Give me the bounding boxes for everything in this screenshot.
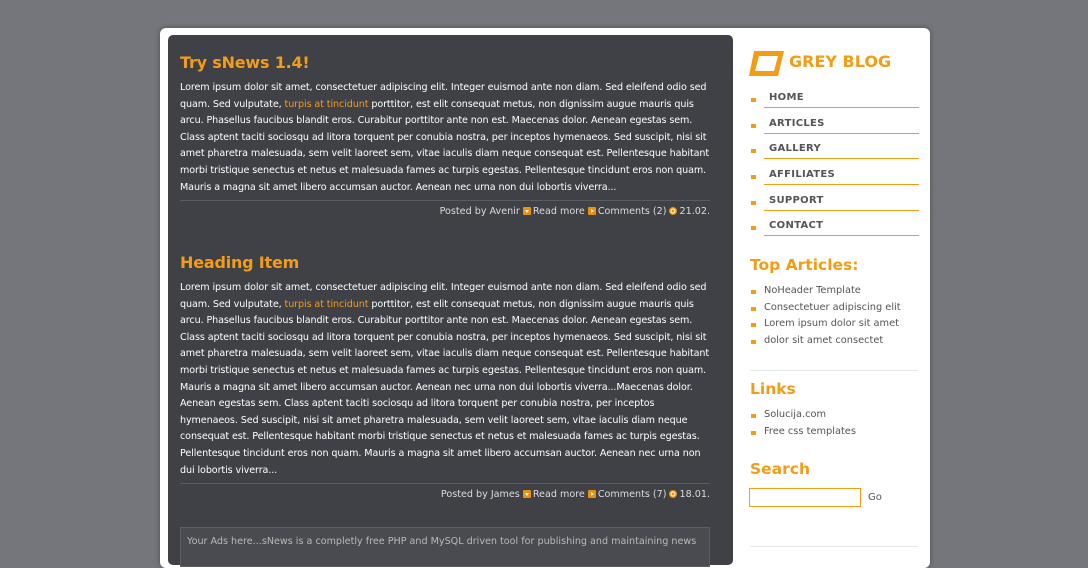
arrow-right-icon: [588, 490, 596, 498]
external-link[interactable]: Solucija.com: [764, 409, 827, 420]
nav-label[interactable]: SUPPORT: [764, 195, 919, 211]
arrow-down-icon: [523, 207, 531, 215]
post-title[interactable]: Heading Item: [180, 253, 300, 272]
nav-item-articles[interactable]: [750, 118, 920, 144]
article-link[interactable]: Consectetuer adipiscing elit: [764, 301, 901, 313]
posted-by: Posted by James: [440, 489, 520, 501]
read-more-link[interactable]: Read more: [532, 489, 585, 501]
post-meta: [180, 200, 710, 217]
post-text: porttitor, est elit consequat metus, non dignissim augue mauris quis arcu. Phasellus faucibus blandit eros. Curabitur porttitor ante non est. Maecenas dolor. Aenean egestas sem. Class aptent taciti sociosqu ad litora torquent per conubia nostra, per inceptos hymenaeos. Sed suscipit, nisi sit amet pharetra malesuada, sem velit laoreet sem, vitae iaculis diam neque consequat est. Pellentesque habitant morbi tristique senectus et netus et malesuada fames ac turpis egestas. Pellentesque tincidunt eros non quam. Mauris a magna sit amet libero accumsan auctor. Aenean nec urna non dui lobortis viverra...Maecenas dolor. Aenean egestas sem. Class aptent taciti sociosqu ad litora torquent per conubia nostra, per inceptos hymenaeos. Sed suscipit, nisi sit amet pharetra malesuada, sem velit laoreet sem, vitae iaculis diam neque consequat est. Pellentesque habitant morbi tristique senectus et netus et malesuada fames ac turpis egestas. Pellentesque tincidunt eros non quam. Mauris a magna sit amet libero accumsan auctor. Aenean nec urna non dui lobortis viverra...: [180, 298, 710, 476]
post-meta: [180, 483, 710, 500]
post-text: Lorem ipsum dolor sit amet, consectetuer adipiscing elit. Integer euismod ante non diam. Sed eleifend odio sed quam. Sed vulputate,: [180, 82, 707, 110]
read-more-link[interactable]: Read more: [532, 206, 585, 218]
nav-label[interactable]: ARTICLES: [764, 118, 919, 134]
post-body: [180, 80, 710, 196]
ads-box: Your Ads here...sNews is a completly free PHP and MySQL driven tool for publishing and maintaining news: [180, 527, 710, 567]
top-articles-heading: Top Articles:: [750, 256, 859, 274]
post-inline-link[interactable]: turpis at tincidunt: [284, 98, 369, 110]
links-list: [750, 409, 856, 442]
nav-label[interactable]: AFFILIATES: [764, 169, 919, 185]
bullet-icon: [751, 149, 756, 153]
site-logo-text[interactable]: GREY BLOG: [789, 52, 892, 71]
bullet-icon: [751, 323, 756, 327]
article-link[interactable]: Lorem ipsum dolor sit amet: [764, 318, 899, 330]
bullet-icon: [751, 226, 756, 230]
main-nav: [750, 92, 920, 246]
post-title[interactable]: Try sNews 1.4!: [180, 53, 310, 72]
clock-icon: [669, 207, 677, 215]
links-heading: Links: [750, 380, 796, 398]
bullet-icon: [751, 201, 756, 205]
list-item[interactable]: [750, 335, 901, 352]
post-date: 18.01.: [679, 489, 710, 501]
list-item[interactable]: [750, 302, 901, 319]
bullet-icon: [751, 414, 756, 418]
search-input[interactable]: [749, 488, 861, 507]
nav-label[interactable]: CONTACT: [764, 220, 919, 236]
post-inline-link[interactable]: turpis at tincidunt: [284, 298, 369, 310]
divider: [750, 546, 918, 547]
logo-icon: [748, 48, 786, 78]
bullet-icon: [751, 431, 756, 435]
list-item[interactable]: [750, 426, 856, 443]
post-item: [180, 253, 710, 500]
comments-link[interactable]: Comments (2): [597, 206, 667, 218]
post-item: [180, 53, 710, 217]
clock-icon: [669, 490, 677, 498]
external-link[interactable]: Free css templates: [764, 425, 856, 437]
search-heading: Search: [750, 460, 811, 478]
list-item[interactable]: [750, 409, 856, 426]
nav-item-gallery[interactable]: [750, 143, 920, 169]
nav-label[interactable]: HOME: [764, 92, 919, 108]
nav-label[interactable]: GALLERY: [764, 143, 919, 159]
article-link[interactable]: NoHeader Template: [764, 285, 861, 296]
post-body: [180, 280, 710, 479]
bullet-icon: [751, 340, 756, 344]
post-date: 21.02.: [679, 206, 710, 218]
nav-item-home[interactable]: [750, 92, 920, 118]
nav-item-affiliates[interactable]: [750, 169, 920, 195]
bullet-icon: [751, 290, 756, 294]
arrow-right-icon: [588, 207, 596, 215]
bullet-icon: [751, 175, 756, 179]
list-item[interactable]: [750, 318, 901, 335]
nav-item-support[interactable]: [750, 195, 920, 221]
comments-link[interactable]: Comments (7): [597, 489, 667, 501]
bullet-icon: [751, 307, 756, 311]
nav-item-contact[interactable]: [750, 220, 920, 246]
article-link[interactable]: dolor sit amet consectet: [764, 334, 884, 346]
bullet-icon: [751, 98, 756, 102]
posted-by: Posted by Avenir: [439, 206, 520, 218]
post-text: Lorem ipsum dolor sit amet, consectetuer adipiscing elit. Integer euismod ante non diam. Sed eleifend odio sed quam. Sed vulputate,: [180, 282, 707, 310]
top-articles-list: [750, 285, 901, 351]
arrow-down-icon: [523, 490, 531, 498]
search-go-button[interactable]: Go: [864, 490, 886, 505]
post-text: porttitor, est elit consequat metus, non dignissim augue mauris quis arcu. Phasellus faucibus blandit eros. Curabitur porttitor ante non est. Maecenas dolor. Aenean egestas sem. Class aptent taciti sociosqu ad litora torquent per conubia nostra, per inceptos hymenaeos. Sed suscipit, nisi sit amet pharetra malesuada, sem velit laoreet sem, vitae iaculis diam neque consequat est. Pellentesque habitant morbi tristique senectus et netus et malesuada fames ac turpis egestas. Pellentesque tincidunt eros non quam. Mauris a magna sit amet libero accumsan auctor. Aenean nec urna non dui lobortis viverra...: [180, 98, 710, 193]
divider: [750, 370, 918, 371]
bullet-icon: [751, 124, 756, 128]
list-item[interactable]: [750, 285, 901, 302]
